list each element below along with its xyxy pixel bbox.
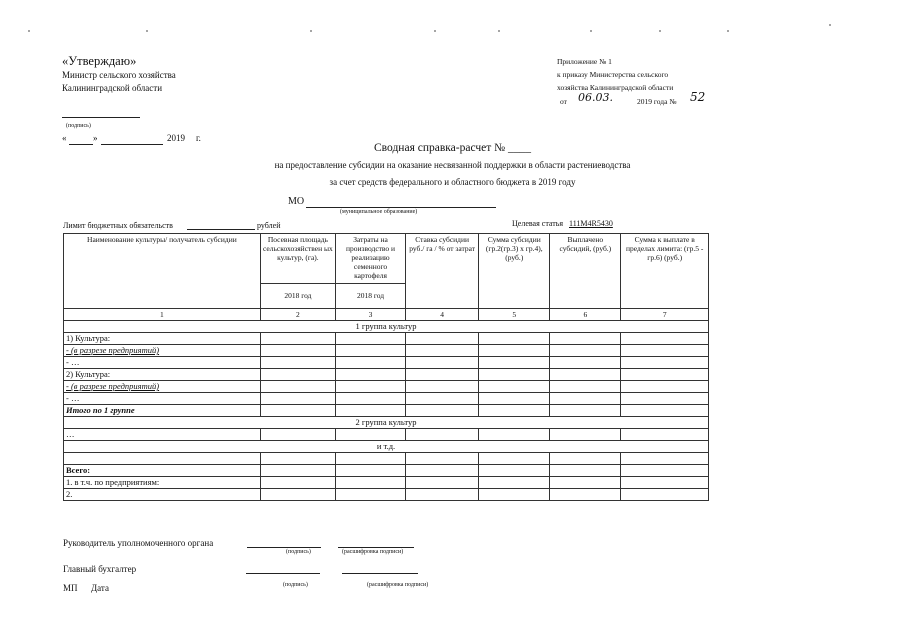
appendix-number: 52	[690, 90, 706, 104]
limit-label: Лимит бюджетных обязательств	[63, 221, 173, 230]
table-row	[64, 381, 709, 393]
head-decode-caption: (расшифровка подписи)	[342, 549, 404, 555]
header-year3: 2018 год	[336, 283, 406, 308]
doc-subtitle-1: на предоставление субсидии на оказание несвязанной поддержки в области растениеводства	[274, 160, 631, 170]
row-culture1: 1) Культура:	[64, 333, 261, 345]
col-number: 6	[550, 309, 621, 321]
head-decode-line	[338, 547, 414, 548]
accountant-decode-caption: (расшифровка подписи)	[367, 582, 429, 588]
row-dots3: …	[64, 429, 261, 441]
doc-subtitle-2: за счет средств федерального и областного бюджета в 2019 году	[329, 177, 576, 187]
limit-unit: рублей	[257, 221, 281, 230]
row-enterprise1: - (в разрезе предприятий)	[64, 345, 261, 357]
row-dots1: - …	[64, 357, 261, 369]
col-number: 7	[621, 309, 709, 321]
table-row	[64, 453, 709, 465]
approve-line2: Калининградской области	[62, 83, 163, 93]
group1-row	[64, 321, 709, 333]
header-year2: 2018 год	[260, 283, 335, 308]
date-label: Дата	[91, 583, 109, 593]
row-total1: Итого по 1 группе	[64, 405, 261, 417]
appendix-date-prefix: от	[560, 97, 567, 106]
limit-line	[187, 229, 255, 230]
table-row	[64, 357, 709, 369]
col-number: 4	[406, 309, 479, 321]
appendix-date-value: 06.03.	[578, 91, 613, 104]
approve-date-close: »	[93, 133, 98, 143]
table-row	[64, 345, 709, 357]
head-sign-line	[247, 547, 321, 548]
approve-title: «Утверждаю»	[62, 54, 137, 68]
row-dots2: - …	[64, 393, 261, 405]
table-row	[64, 369, 709, 381]
accountant-sign-line	[246, 573, 320, 574]
row-incl: 1. в т.ч. по предприятиям:	[64, 477, 261, 489]
header-col1: Наименование культуры/ получатель субсидии	[64, 234, 261, 309]
col-number: 1	[64, 309, 261, 321]
col-number-row	[64, 309, 709, 321]
table-row	[64, 489, 709, 501]
col-number: 2	[260, 309, 335, 321]
group2-row	[64, 417, 709, 429]
row-total: Всего:	[64, 465, 261, 477]
sign-caption: (подпись)	[66, 123, 91, 129]
approve-year: 2019	[167, 133, 185, 143]
sign-line	[62, 117, 140, 118]
header-col3: Затраты на производство и реализацию семенного картофеля	[336, 234, 406, 284]
group2-label: 2 группа культур	[64, 417, 709, 429]
mo-caption: (муниципальное образование)	[340, 209, 418, 215]
approve-year-suffix: г.	[196, 133, 201, 143]
scan-noise	[0, 30, 905, 32]
table-row	[64, 393, 709, 405]
etc-row	[64, 441, 709, 453]
approve-line1: Министр сельского хозяйства	[62, 70, 176, 80]
appendix-line2: к приказу Министерства сельского	[557, 70, 669, 79]
header-col7: Сумма к выплате в пределах лимита: (гр.5 - гр.6) (руб.)	[621, 234, 709, 309]
header-col6: Выплачено субсидий, (руб.)	[550, 234, 621, 309]
appendix-year-text: 2019 года №	[637, 97, 677, 106]
accountant-sign-caption: (подпись)	[283, 582, 308, 588]
subsidy-table	[63, 233, 709, 501]
head-label: Руководитель уполномоченного органа	[63, 538, 214, 548]
header-row	[64, 234, 709, 284]
appendix-line3: хозяйства Калининградской области	[557, 83, 674, 92]
header-col5: Сумма субсидии (гр.2(гр.3) х гр.4), (руб.)	[479, 234, 550, 309]
col-number: 3	[336, 309, 406, 321]
accountant-decode-line	[342, 573, 418, 574]
row-2: 2.	[64, 489, 261, 501]
row-enterprise2: - (в разрезе предприятий)	[64, 381, 261, 393]
table-row	[64, 333, 709, 345]
target-label: Целевая статья	[512, 219, 564, 228]
row-culture2: 2) Культура:	[64, 369, 261, 381]
mp-label: МП	[63, 583, 78, 593]
table-row	[64, 477, 709, 489]
appendix-line1: Приложение № 1	[557, 57, 612, 66]
approve-date-open: «	[62, 133, 67, 143]
header-col4: Ставка субсидии руб./ га / % от затрат	[406, 234, 479, 309]
target-code: 111М4R5430	[569, 219, 613, 228]
accountant-label: Главный бухгалтер	[63, 564, 137, 574]
col-number: 5	[479, 309, 550, 321]
head-sign-caption: (подпись)	[286, 549, 311, 555]
etc-label: и т.д.	[64, 441, 709, 453]
doc-title: Сводная справка-расчет № ____	[374, 142, 531, 154]
header-col2: Посевная площадь сельскохозяйствен ых культур, (га).	[260, 234, 335, 284]
mo-line	[306, 207, 496, 208]
group1-label: 1 группа культур	[64, 321, 709, 333]
table-row	[64, 465, 709, 477]
table-row	[64, 405, 709, 417]
table-row	[64, 429, 709, 441]
mo-label: МО	[288, 196, 305, 207]
